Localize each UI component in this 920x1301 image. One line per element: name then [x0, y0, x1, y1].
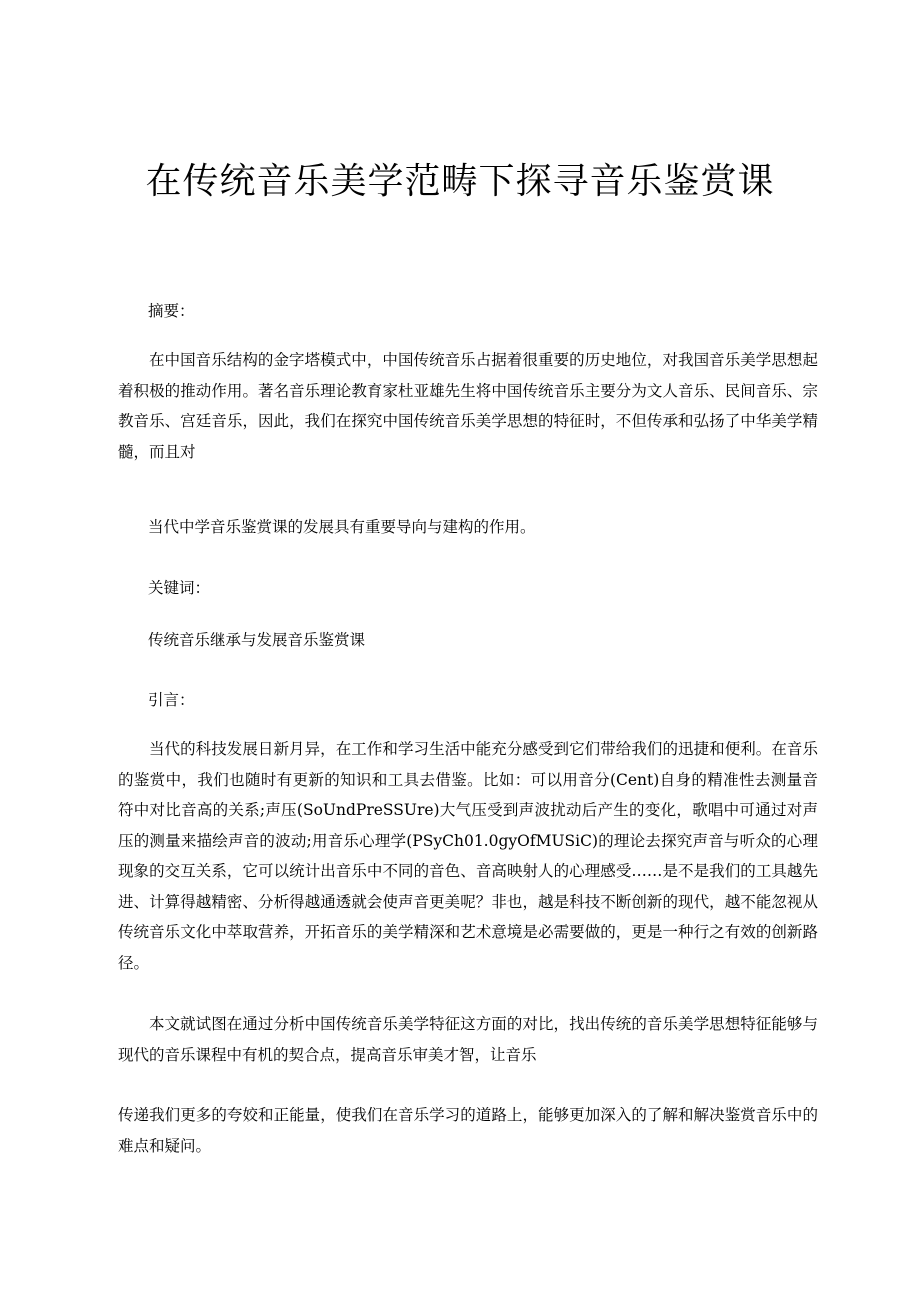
intro-paragraph: 本文就试图在通过分析中国传统音乐美学特征这方面的对比，找出传统的音乐美学思想特征能够与现代的音乐课程中有机的契合点，提高音乐审美才智，让音乐	[118, 1015, 818, 1064]
abstract-paragraph: 在中国音乐结构的金字塔模式中，中国传统音乐占据着很重要的历史地位，对我国音乐美学思想起着积极的推动作用。著名音乐理论教育家杜亚雄先生将中国传统音乐主要分为文人音乐、民间音乐、宗教音乐、宫廷音乐，因此，我们在探究中国传统音乐美学思想的特征时，不但传承和弘扬了中华美学精髓，而且对	[118, 351, 818, 461]
document-title: 在传统音乐美学范畴下探寻音乐鉴赏课	[145, 161, 775, 202]
intro-label: 引言：	[148, 691, 195, 709]
abstract-continuation: 当代中学音乐鉴赏课的发展具有重要导向与建构的作用。	[148, 518, 536, 536]
intro-continuation: 传递我们更多的夸姣和正能量，使我们在音乐学习的道路上，能够更加深入的了解和解决鉴赏音乐中的难点和疑问。	[118, 1106, 818, 1155]
keywords-text: 传统音乐继承与发展音乐鉴赏课	[148, 631, 366, 649]
abstract-label: 摘要：	[148, 302, 195, 320]
keywords-label: 关键词：	[148, 579, 211, 597]
intro-paragraph: 当代的科技发展日新月异，在工作和学习生活中能充分感受到它们带给我们的迅捷和便利。在音乐的鉴赏中，我们也随时有更新的知识和工具去借鉴。比如：可以用音分(Cent)自身的精准性去测量音符中对比音高的关系;声压(SoUndPreSSUre)大气压受到声波扰动后产生的变化，歌唱中可通过对声压的测量来描绘声音的波动;用音乐心理学(PSyCh01.0gyOfMUSiC)的理论去探究声音与听众的心理现象的交互关系，它可以统计出音乐中不同的音色、音高映射人的心理感受……是不是我们的工具越先进、计算得越精密、分析得越通透就会使声音更美呢？非也，越是科技不断创新的现代，越不能忽视从传统音乐文化中萃取营养，开拓音乐的美学精深和艺术意境是必需要做的，更是一种行之有效的创新路径。	[118, 740, 818, 972]
